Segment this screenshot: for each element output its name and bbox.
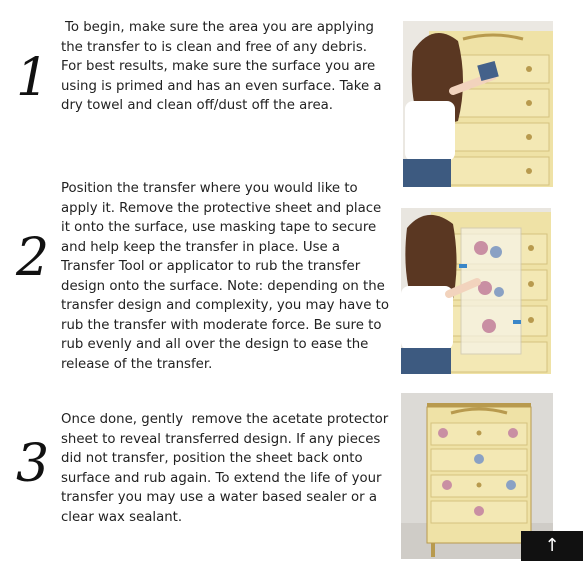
arrow-up-icon: ↑ bbox=[544, 535, 560, 556]
step-number: 1 bbox=[16, 48, 50, 108]
step-number: 3 bbox=[16, 434, 50, 494]
step-text: Once done, gently remove the acetate protector sheet to reveal transferred design. If any pieces did not transfer, position the sheet back onto surface and rub again. To extend the life of your transfer you may use a water based sealer or a clear wax sealant. bbox=[61, 412, 393, 525]
step-text: Position the transfer where you would like to apply it. Remove the protective sheet and place it onto the surface, use masking tape to secure and help keep the transfer in place. Use a Transfer Tool or applicator to rub the transfer design onto the surface. Note: depending on the transfer design and complexity, you may have to rub the transfer with moderate force. Be sure to rub evenly and all over the design to ease the release of the transfer. bbox=[61, 181, 394, 372]
scroll-to-top-button[interactable] bbox=[521, 531, 583, 561]
step-number: 2 bbox=[16, 228, 50, 288]
step-text: To begin, make sure the area you are applying the transfer to is clean and free of any debris. For best results, make sure the surface you are using is primed and has an even surface. Take a dry towel and clean off/dust off the area. bbox=[61, 20, 386, 113]
woman-dusting-dresser-photo bbox=[403, 21, 553, 187]
woman-applying-transfer-photo bbox=[401, 208, 551, 374]
